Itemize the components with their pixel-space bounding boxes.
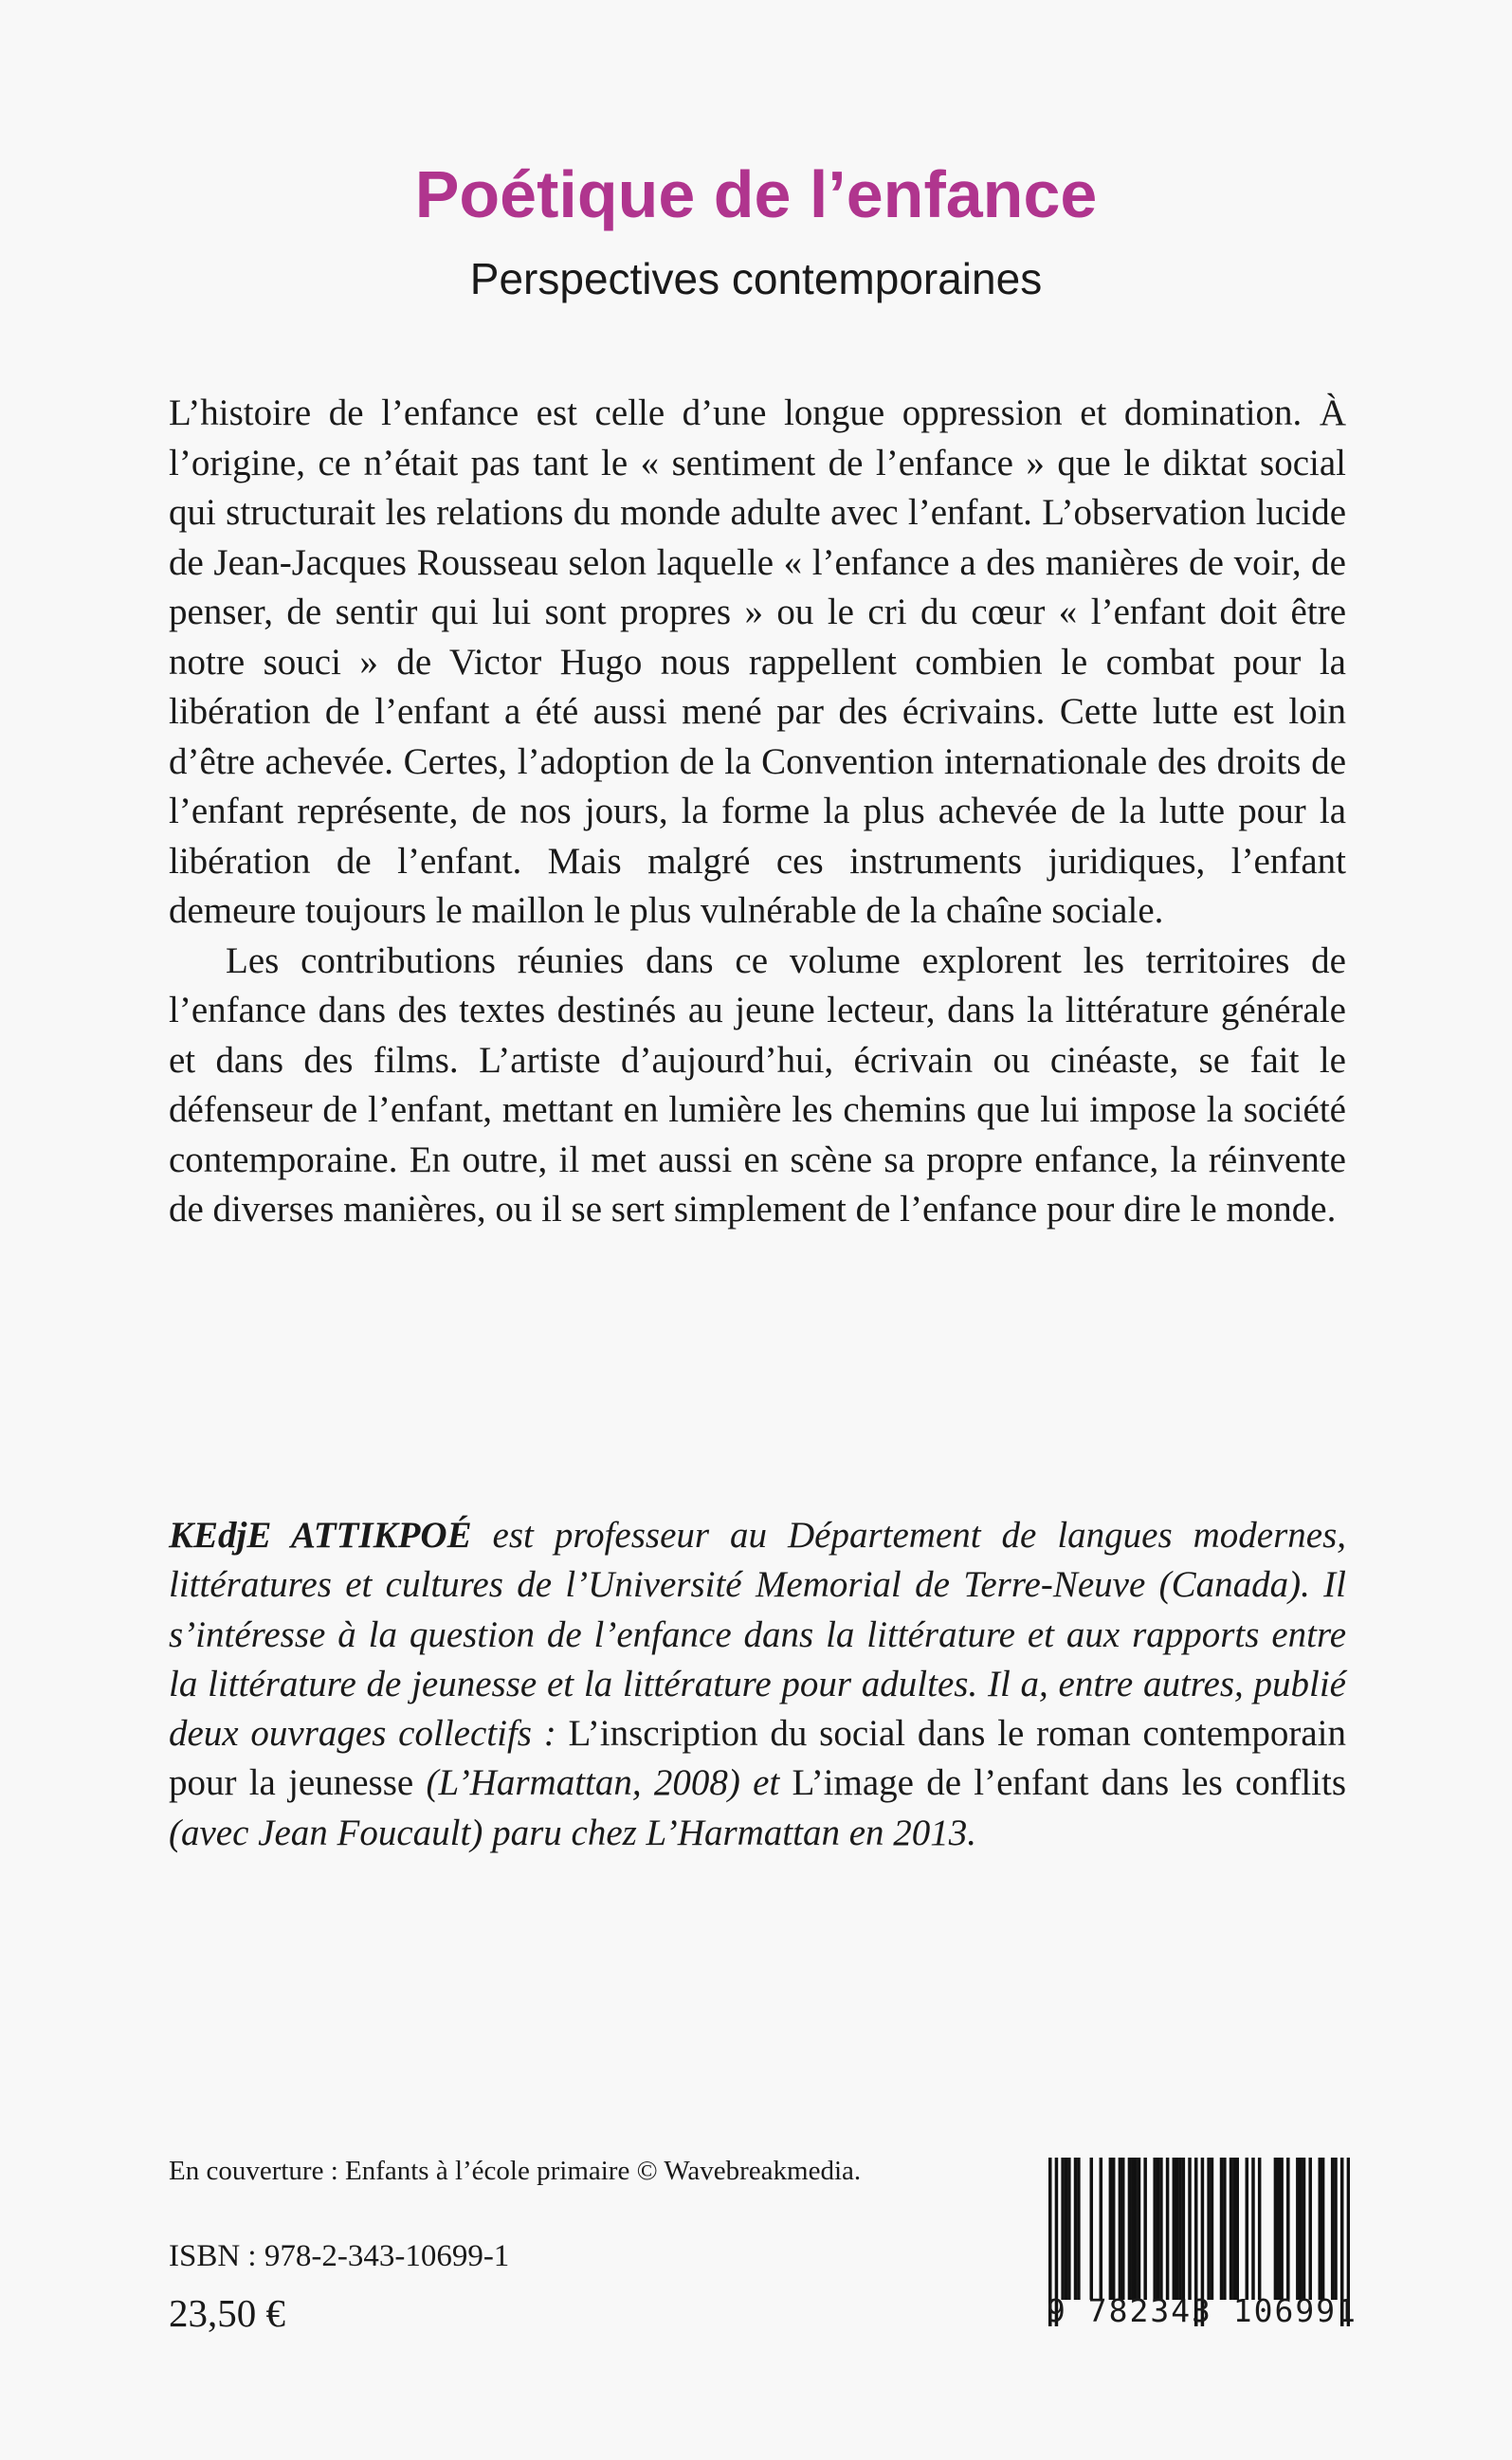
barcode-bar (1090, 2158, 1094, 2300)
book-reference: L’image de l’enfant dans les conflits (792, 1762, 1347, 1804)
barcode-bar (1220, 2158, 1224, 2300)
barcode-bar (1153, 2158, 1157, 2300)
barcode-bar (1134, 2158, 1138, 2300)
cover-credit: En couverture : Enfants à l’école primaire © Wavebreakmedia. (169, 2156, 862, 2186)
summary-text (169, 389, 1346, 1235)
barcode-bar (1128, 2158, 1132, 2300)
barcode-bar (1331, 2158, 1335, 2300)
barcode-bar (1166, 2158, 1170, 2300)
barcode-bar (1173, 2158, 1176, 2300)
summary-paragraph: L’histoire de l’enfance est celle d’une longue oppression et domination. À l’origine, ce n’était pas tant le « sentiment de l’enfance » que le diktat social qui structurait les relations du monde adulte avec l’enfant. L’observation lucide de Jean-Jacques Rousseau selon laquelle « l’enfance a des manières de voir, de penser, de sentir qui lui sont propres » ou le cri du cœur « l’enfant doit être notre souci » de Victor Hugo nous rappellent combien le combat pour la libération de l’enfant a été aussi mené par des écrivains. Cette lutte est loin d’être achevée. Certes, l’adoption de la Convention internationale des droits de l’enfant représente, de nos jours, la forme la plus achevée de la lutte pour la libération de l’enfant. Mais malgré ces instruments juridiques, l’enfant demeure toujours le maillon le plus vulnérable de la chaîne sociale. (169, 392, 1346, 931)
barcode-bar (1280, 2158, 1284, 2300)
barcode-bar (1321, 2158, 1325, 2300)
barcode-bar (1143, 2158, 1147, 2300)
barcode-bar (1258, 2158, 1262, 2300)
barcode-bar (1175, 2158, 1179, 2300)
barcode-bar (1251, 2158, 1255, 2300)
barcode-bar (1119, 2158, 1122, 2300)
barcode-bar (1230, 2158, 1233, 2300)
barcode-bar (1207, 2158, 1211, 2300)
barcode-bar (1299, 2158, 1303, 2300)
price: 23,50 € (169, 2291, 285, 2335)
book-reference: L’inscription du social dans le roman contemporain pour la jeunesse (169, 1713, 1346, 1804)
barcode-bar (1074, 2158, 1078, 2300)
barcode-bar (1100, 2158, 1103, 2300)
barcode-bar (1296, 2158, 1300, 2300)
book-subtitle: Perspectives contemporaines (469, 254, 1043, 303)
barcode-bar (1178, 2158, 1182, 2300)
isbn: ISBN : 978-2-343-10699-1 (169, 2239, 510, 2273)
barcode-bar (1235, 2158, 1239, 2300)
barcode-bar (1109, 2158, 1113, 2300)
author-bio: KEdjE ATTIKPOÉ est professeur au Département de langues modernes, littératures et cultures de l’Université Memorial de Terre-Neuve (Canada). Il s’intéresse à la question de l’enfance dans la littérature et aux rapports entre la littérature de jeunesse et la littérature pour adultes. Il a, entre autres, publié deux ouvrages collectifs : L’inscription du social dans le roman contemporain pour la jeunesse (L’Harmattan, 2008) et L’image de l’enfant dans les conflits (avec Jean Foucault) paru chez L’Harmattan en 2013. (169, 1515, 1347, 1853)
barcode-bar (1334, 2158, 1338, 2300)
barcode-bar (1131, 2158, 1135, 2300)
barcode-bar (1277, 2158, 1281, 2300)
barcode-bar (1188, 2158, 1192, 2300)
barcode-bar (1246, 2158, 1249, 2300)
barcode-bar (1308, 2158, 1312, 2300)
summary-paragraph: Les contributions réunies dans ce volume explorent les territoires de l’enfance dans des textes destinés au jeune lecteur, dans la littérature générale et dans des films. L’artiste d’aujourd’hui, écrivain ou cinéaste, se fait le défenseur de l’enfant, mettant en lumière les chemins que lui impose la société contemporaine. En outre, il met aussi en scène sa propre enfance, la réinvente de diverses manières, ou il se sert simplement de l’enfance pour dire le monde. (169, 939, 1346, 1230)
book-title: Poétique de l’enfance (414, 157, 1098, 231)
barcode-bar (1182, 2158, 1186, 2300)
barcode-bar (1138, 2158, 1141, 2300)
barcode-bar (1223, 2158, 1227, 2300)
barcode-bar (1303, 2158, 1306, 2300)
barcode-bar (1061, 2158, 1065, 2300)
author-name: KEdjE ATTIKPOÉ (169, 1515, 472, 1556)
barcode-bar (1065, 2158, 1068, 2300)
barcode-bar (1319, 2158, 1322, 2300)
barcode-bar (1112, 2158, 1116, 2300)
barcode-bar (1286, 2158, 1290, 2300)
barcode-bar (1211, 2158, 1214, 2300)
barcode-bar (1157, 2158, 1160, 2300)
barcode-bar (1232, 2158, 1236, 2300)
barcode-bar (1274, 2158, 1278, 2300)
barcode-bar (1159, 2158, 1163, 2300)
barcode-bar (1121, 2158, 1125, 2300)
barcode-bar (1077, 2158, 1081, 2300)
barcode-digits: 9 782343 106991 (1046, 2292, 1357, 2329)
barcode-bar (1067, 2158, 1071, 2300)
